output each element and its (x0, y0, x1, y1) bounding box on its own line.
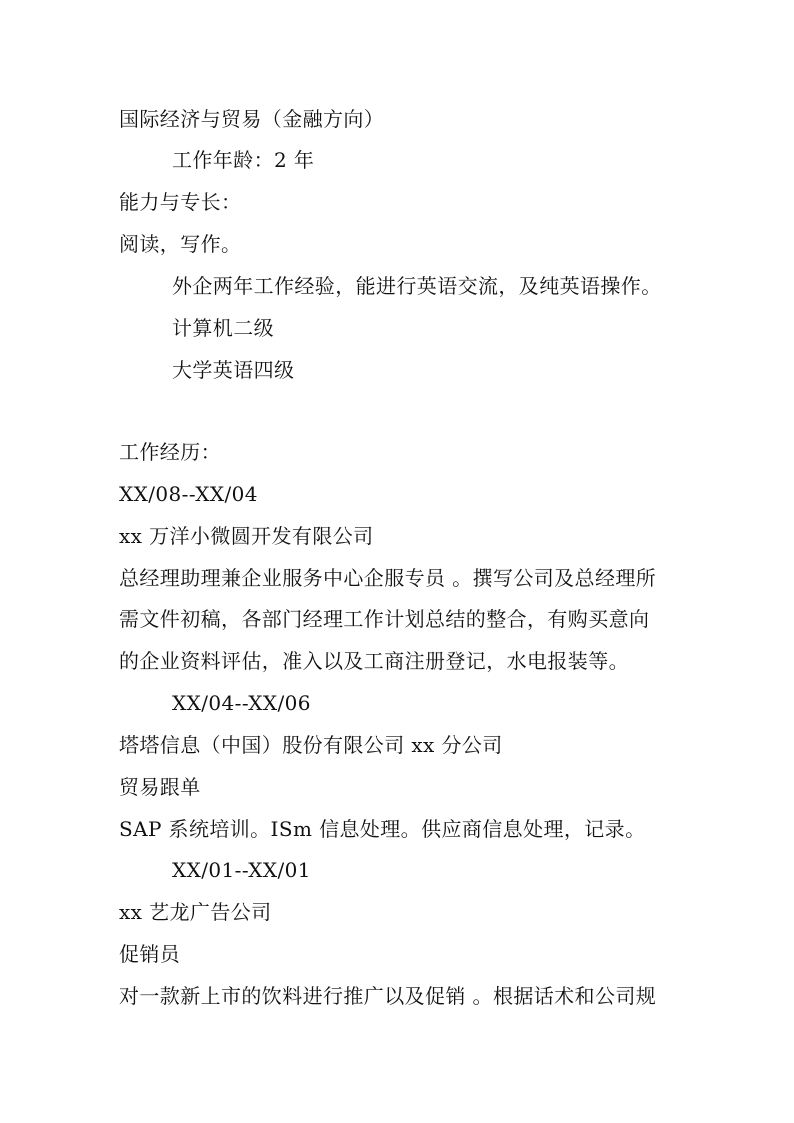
major-line: 国际经济与贸易（金融方向） (119, 107, 385, 131)
job-period: XX/08--XX/04 (119, 482, 258, 506)
job-company: xx 万洋小微圆开发有限公司 (119, 524, 374, 548)
skill-item: 外企两年工作经验，能进行英语交流，及纯英语操作。 (172, 274, 662, 298)
job-company: xx 艺龙广告公司 (119, 900, 272, 924)
job-company: 塔塔信息（中国）股份有限公司 xx 分公司 (119, 733, 503, 757)
job-title: 贸易跟单 (119, 775, 201, 799)
job-description-line: 的企业资料评估，准入以及工商注册登记，水电报装等。 (119, 649, 629, 673)
skill-item: 大学英语四级 (172, 358, 295, 382)
job-description-line: 需文件初稿，各部门经理工作计划总结的整合，有购买意向 (119, 607, 650, 631)
job-period: XX/04--XX/06 (172, 691, 311, 715)
skill-item: 计算机二级 (172, 316, 274, 340)
skills-heading: 能力与专长： (119, 190, 242, 214)
work-age-line: 工作年龄：2 年 (172, 148, 315, 172)
job-period: XX/01--XX/01 (172, 858, 311, 882)
job-title: 促销员 (119, 942, 181, 966)
job-description-line: 对一款新上市的饮料进行推广以及促销 。根据话术和公司规 (119, 984, 657, 1008)
job-description-line: SAP 系统培训。ISm 信息处理。供应商信息处理，记录。 (119, 817, 646, 841)
job-description-line: 总经理助理兼企业服务中心企服专员 。撰写公司及总经理所 (119, 566, 657, 590)
skills-summary: 阅读，写作。 (119, 232, 242, 256)
experience-heading: 工作经历： (119, 440, 221, 464)
